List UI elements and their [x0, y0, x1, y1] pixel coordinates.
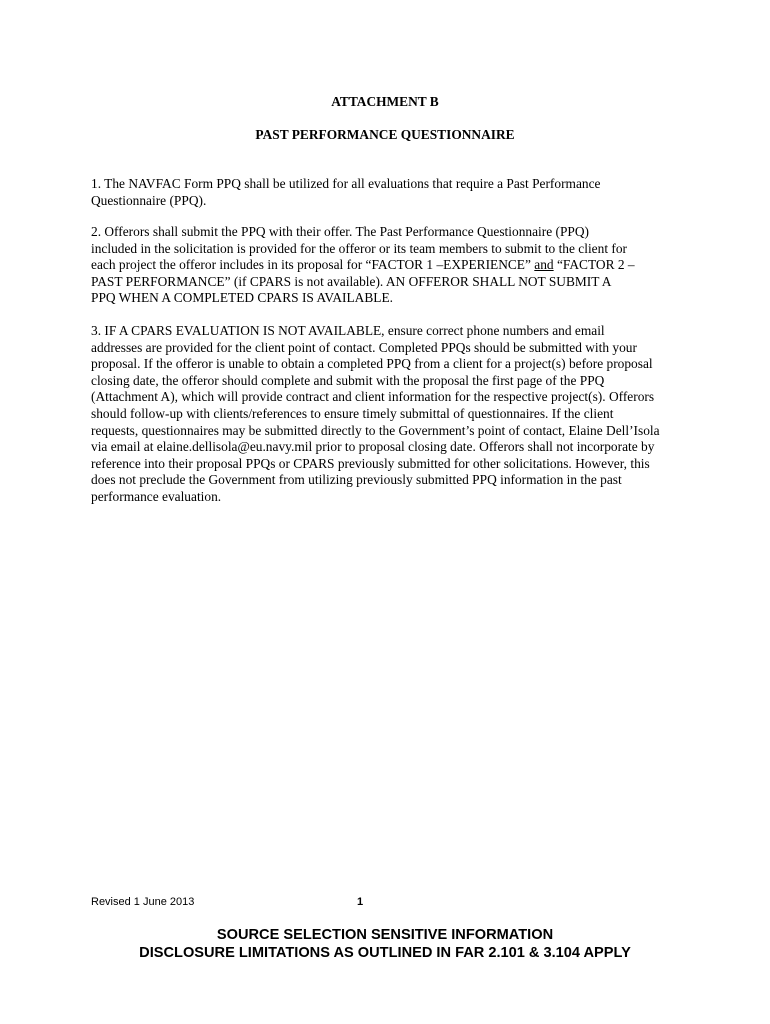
paragraph-line: (Attachment A), which will provide contract and client information for the respective project(s). Offerors: [91, 389, 655, 405]
paragraph-line: via email at elaine.dellisola@eu.navy.mil prior to proposal closing date. Offerors shall not incorporate by: [91, 439, 655, 455]
paragraph-line: proposal. If the offeror is unable to obtain a completed PPQ from a client for a project(s) before proposal: [91, 356, 653, 372]
revision-date: Revised 1 June 2013: [91, 896, 195, 908]
paragraph-line: 1. The NAVFAC Form PPQ shall be utilized for all evaluations that require a Past Performance: [91, 176, 601, 191]
line-text-after: “FACTOR 2 –: [553, 257, 635, 273]
paragraph-line: included in the solicitation is provided for the offeror or its team members to submit to the client for: [91, 240, 627, 256]
paragraph-line: [91, 257, 691, 274]
paragraph-line: 3. IF A CPARS EVALUATION IS NOT AVAILABLE, ensure correct phone numbers and email: [91, 323, 605, 338]
underlined-and: and: [534, 257, 554, 273]
paragraph-line: PAST PERFORMANCE” (if CPARS is not available). AN OFFEROR SHALL NOT SUBMIT A: [91, 273, 612, 289]
paragraph-1: [91, 176, 691, 209]
paragraph-line: addresses are provided for the client point of contact. Completed PPQs should be submitted with your: [91, 339, 637, 355]
paragraph-line: requests, questionnaires may be submitted directly to the Government’s point of contact, Elaine Dell’Isola: [91, 422, 660, 438]
line-text-before: each project the offeror includes in its proposal for “FACTOR 1 –EXPERIENCE”: [91, 257, 535, 273]
paragraph-line: reference into their proposal PPQs or CPARS previously submitted for other solicitations. However, this: [91, 455, 650, 471]
sensitivity-notice-line-2: DISCLOSURE LIMITATIONS AS OUTLINED IN FAR 2.101 & 3.104 APPLY: [139, 945, 631, 961]
paragraph-2: [91, 224, 691, 307]
paragraph-line: 2. Offerors shall submit the PPQ with their offer. The Past Performance Questionnaire (PPQ): [91, 224, 589, 239]
document-title: ATTACHMENT B: [331, 94, 439, 109]
paragraph-line: should follow-up with clients/references to ensure timely submittal of questionnaires. If the client: [91, 405, 614, 421]
paragraph-3: [91, 323, 691, 506]
page-number: 1: [357, 896, 364, 908]
paragraph-line: performance evaluation.: [91, 488, 222, 504]
sensitivity-notice-line-1: SOURCE SELECTION SENSITIVE INFORMATION: [216, 927, 554, 943]
document-subtitle: PAST PERFORMANCE QUESTIONNAIRE: [255, 127, 515, 142]
paragraph-line: PPQ WHEN A COMPLETED CPARS IS AVAILABLE.: [91, 290, 393, 306]
paragraph-line: closing date, the offeror should complete and submit with the proposal the first page of the PPQ: [91, 372, 605, 388]
paragraph-line: does not preclude the Government from utilizing previously submitted PPQ information in the past: [91, 472, 622, 488]
paragraph-line: Questionnaire (PPQ).: [91, 192, 207, 208]
